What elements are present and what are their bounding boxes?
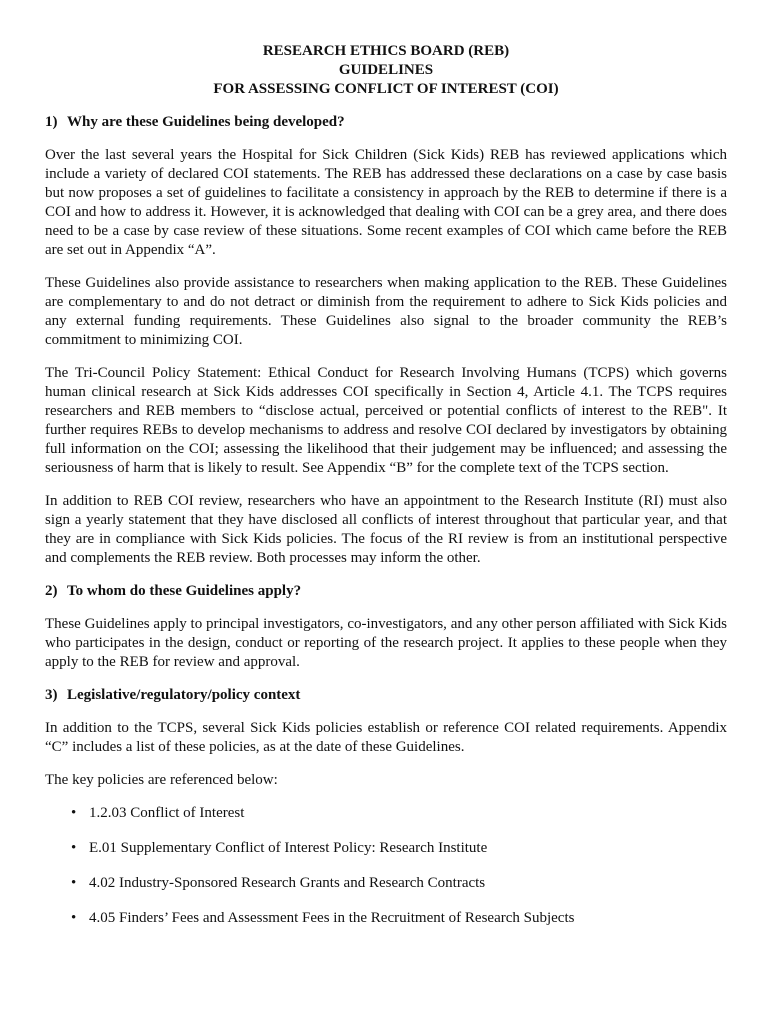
section-3-paragraph-2: The key policies are referenced below:	[45, 772, 278, 788]
bullet-icon: •	[71, 910, 77, 926]
section-1-number: 1)	[45, 114, 58, 130]
section-2-number: 2)	[45, 583, 58, 599]
section-3-number: 3)	[45, 687, 58, 703]
policy-list	[45, 804, 727, 928]
title-line-2: GUIDELINES	[338, 62, 434, 78]
section-1-paragraph-2: These Guidelines also provide assistance to researchers when making application to the REB. These Guidelines are complementary to and do not detract or diminish from the requirement to adhere to Sick Kids policies and any external funding requirements. These Guidelines also signal to the broader community the REB’s commitment to minimizing COI.	[45, 275, 727, 348]
section-1-title: Why are these Guidelines being developed?	[67, 114, 345, 130]
title-line-1: RESEARCH ETHICS BOARD (REB)	[262, 43, 510, 59]
section-2-heading	[45, 582, 727, 601]
title-line-3: FOR ASSESSING CONFLICT OF INTEREST (COI)	[213, 81, 559, 97]
section-1-paragraph-3: The Tri-Council Policy Statement: Ethical Conduct for Research Involving Humans (TCPS) which governs human clinical research at Sick Kids addresses COI specifically in Section 4, Article 4.1. The TCPS requires researchers and REB members to “disclose actual, perceived or potential conflicts of interest to the REB". It further requires REBs to develop mechanisms to address and resolve COI declared by investigators by obtaining full information on the COI; assessing the likelihood that their judgement may be influenced; and assessing the seriousness of harm that is likely to result. See Appendix “B” for the complete text of the TCPS section.	[45, 365, 727, 476]
section-3-title: Legislative/regulatory/policy context	[67, 687, 301, 703]
policy-label: E.01 Supplementary Conflict of Interest Policy: Research Institute	[89, 840, 488, 856]
document-title	[45, 42, 727, 99]
document-page	[45, 42, 727, 944]
section-3-heading	[45, 686, 727, 705]
list-item	[45, 804, 727, 823]
policy-label: 1.2.03 Conflict of Interest	[89, 805, 245, 821]
section-1-paragraph-4: In addition to REB COI review, researchers who have an appointment to the Research Institute (RI) must also sign a yearly statement that they have disclosed all conflicts of interest throughout that particular year, and that they are in compliance with Sick Kids policies. The focus of the RI review is from an institutional perspective and complements the REB review. Both processes may inform the other.	[45, 493, 727, 566]
list-item	[45, 909, 727, 928]
section-2-title: To whom do these Guidelines apply?	[67, 583, 302, 599]
policy-label: 4.05 Finders’ Fees and Assessment Fees in the Recruitment of Research Subjects	[89, 910, 575, 926]
section-3-paragraph-1: In addition to the TCPS, several Sick Kids policies establish or reference COI related requirements. Appendix “C” includes a list of these policies, as at the date of these Guidelines.	[45, 720, 727, 755]
bullet-icon: •	[71, 875, 77, 891]
list-item	[45, 874, 727, 893]
section-1-heading	[45, 113, 727, 132]
policy-label: 4.02 Industry-Sponsored Research Grants and Research Contracts	[89, 875, 486, 891]
bullet-icon: •	[71, 805, 77, 821]
list-item	[45, 839, 727, 858]
section-2-paragraph-1: These Guidelines apply to principal investigators, co-investigators, and any other person affiliated with Sick Kids who participates in the design, conduct or reporting of the research project. It applies to these people when they apply to the REB for review and approval.	[45, 616, 727, 670]
section-1-paragraph-1: Over the last several years the Hospital for Sick Children (Sick Kids) REB has reviewed applications which include a variety of declared COI statements. The REB has addressed these declarations on a case by case basis but now proposes a set of guidelines to facilitate a consistency in approach by the REB to determine if there is a COI and how to address it. However, it is acknowledged that dealing with COI can be a grey area, and there does need to be a case by case review of these situations. Some recent examples of COI which came before the REB are set out in Appendix “A”.	[45, 147, 727, 258]
bullet-icon: •	[71, 840, 77, 856]
